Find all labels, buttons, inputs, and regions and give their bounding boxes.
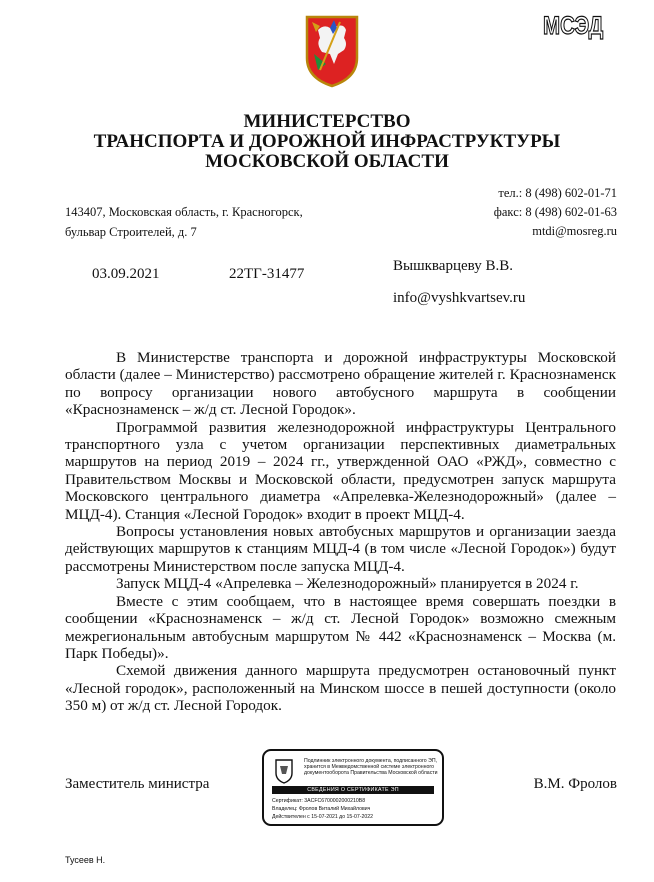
ministry-title-line2: ТРАНСПОРТА И ДОРОЖНОЙ ИНФРАСТРУКТУРЫ: [93, 131, 561, 152]
body-paragraph: В Министерстве транспорта и дорожной инфраструктуры Московской области (далее – Министерство) рассмотрено обращение жителей г. Краснознаменск по вопросу организации нового автобусного маршрута в сообщении «Краснознаменск – ж/д ст. Лесной Городок».: [65, 349, 616, 419]
body-paragraph: Вопросы установления новых автобусных маршрутов и организации заезда действующих маршрутов к станциям МЦД-4 (в том числе «Лесной Городок») будут рассмотрены Министерством после запуска МЦД-4.: [65, 523, 616, 575]
msed-stamp-label: МСЭД: [543, 12, 604, 40]
letter-number: 22ТГ-31477: [229, 266, 305, 282]
recipient-email: info@vyshkvartsev.ru: [393, 290, 526, 306]
body-paragraph: Схемой движения данного маршрута предусмотрен остановочный пункт «Лесной городок», расположенный на Минском шоссе в пешей доступности (около 350 м) от ж/д ст. Лесной Городок.: [65, 662, 616, 715]
stamp-description: Подлинник электронного документа, подписанного ЭП, хранится в Межведомственной системе электронного документооборота Правительства Московской области: [304, 758, 438, 776]
address-line1: 143407, Московская область, г. Красногорск,: [65, 205, 303, 219]
executor-name: Тусеев Н.: [65, 855, 106, 865]
phone-number: тел.: 8 (498) 602-01-71: [498, 186, 617, 200]
signatory-position: Заместитель министра: [65, 776, 210, 792]
recipient-name: Вышкварцеву В.В.: [393, 258, 513, 274]
certificate-owner: Владелец: Фролов Виталий Михайлович: [272, 806, 371, 812]
letter-date: 03.09.2021: [92, 266, 160, 282]
letter-body: [65, 349, 616, 715]
ministry-email: mtdi@mosreg.ru: [532, 224, 617, 238]
body-paragraph: Программой развития железнодорожной инфраструктуры Центрального транспортного узла с учетом организации перспективных диаметральных маршрутов на период 2019 – 2024 гг., утвержденной ОАО «РЖД», совместно с Правительством Москвы и Московской области, предусмотрен запуск маршрута Московского центрального диаметра «Апрелевка-Железнодорожный» (далее – МЦД-4). Станция «Лесной Городок» входит в проект МЦД-4.: [65, 418, 616, 523]
signatory-name: В.М. Фролов: [533, 776, 617, 792]
body-paragraph: Вместе с этим сообщаем, что в настоящее время совершать поездки в сообщении «Краснознаменск – ж/д ст. Лесной Городок» возможно смежным межрегиональным автобусным маршрутом № 442 «Краснознаменск – Москва (м. Парк Победы)».: [65, 592, 616, 662]
ministry-title-line1: МИНИСТЕРСТВО: [243, 111, 411, 132]
certificate-number: Сертификат: 3ACFC6700002000210B8: [272, 798, 366, 804]
ministry-title-line3: МОСКОВСКОЙ ОБЛАСТИ: [205, 151, 449, 172]
fax-number: факс: 8 (498) 602-01-63: [493, 205, 617, 219]
address-line2: бульвар Строителей, д. 7: [65, 225, 197, 239]
moscow-oblast-coat-of-arms-icon: [304, 14, 360, 88]
certificate-validity: Действителен с 15-07-2021 до 15-07-2022: [272, 814, 374, 820]
stamp-title: СВЕДЕНИЯ О СЕРТИФИКАТЕ ЭП: [272, 786, 434, 794]
body-paragraph: Запуск МЦД-4 «Апрелевка – Железнодорожный» планируется в 2024 г.: [116, 575, 579, 593]
stamp-emblem-icon: [274, 758, 294, 784]
electronic-signature-stamp: [262, 749, 444, 826]
